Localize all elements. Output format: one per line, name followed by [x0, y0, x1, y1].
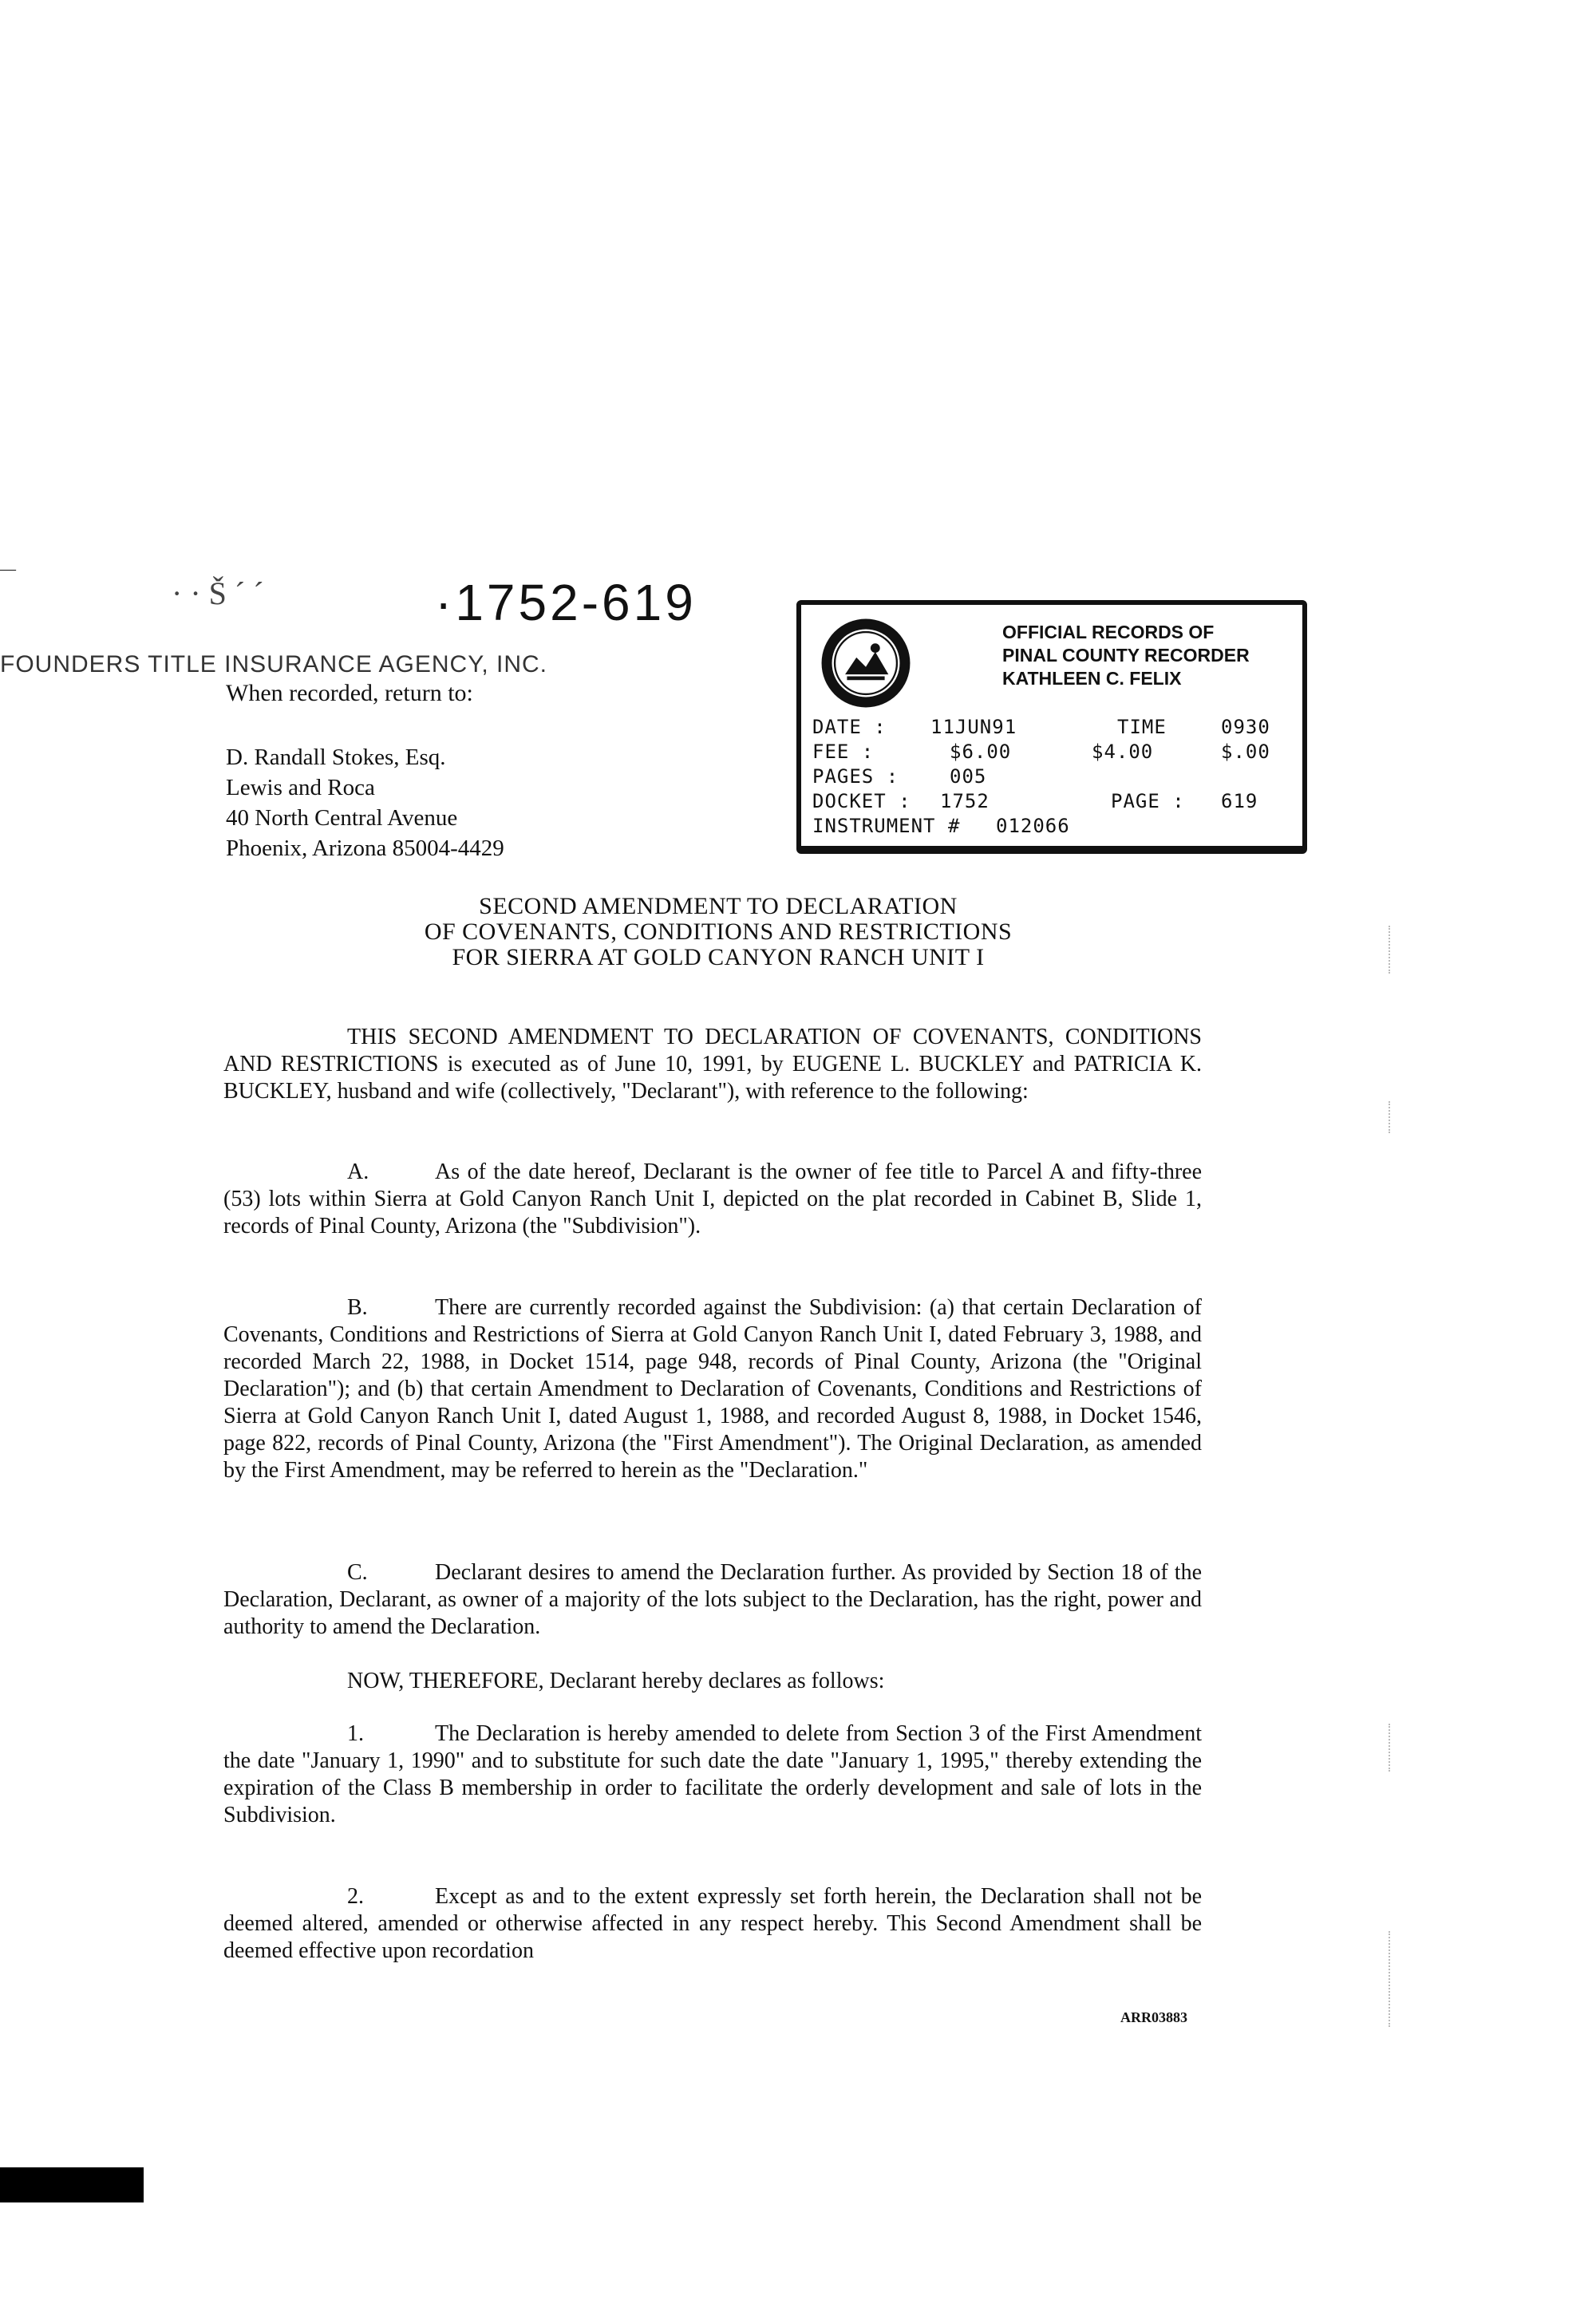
scan-edge-bar [0, 2167, 144, 2202]
recital-label: B. [347, 1295, 368, 1320]
docket-label: DOCKET : [812, 790, 911, 812]
recital-text: As of the date hereof, Declarant is the owner of fee title to Parcel A and fifty-three (53) lots within Sierra at Gold Canyon Ranch Unit I, depicted on the plat recorded in Cabinet B, Slide 1, records of Pinal County, Arizona (the "Subdivision"). [223, 1159, 1202, 1238]
stamp-fields [812, 715, 1299, 839]
scan-artifact [1389, 1101, 1393, 1133]
instrument-value: 012066 [996, 815, 1070, 837]
time-value: 0930 [1221, 716, 1270, 738]
instrument-label: INSTRUMENT # [812, 815, 961, 837]
docket-page-number: ·1752-619 [435, 574, 697, 631]
fee-label: FEE : [812, 741, 875, 763]
clause-text: The Declaration is hereby amended to delete from Section 3 of the First Amendment the date "January 1, 1990" and to substitute for such date the date "January 1, 1995," thereby extending the expiration of the Class B membership in order to facilitate the orderly development and sale of lots in the Subdivision. [223, 1721, 1202, 1827]
margin-mark: — [0, 560, 16, 578]
recital-label: A. [347, 1159, 369, 1184]
stamp-row-docket [812, 789, 1299, 814]
scan-artifact [1389, 926, 1393, 974]
page-label: PAGE : [1111, 790, 1185, 812]
recital-text: Declarant desires to amend the Declaration further. As provided by Section 18 of the Declaration, Declarant, as owner of a majority of the lots subject to the Declaration, has the right, power and authority to amend the Declaration. [223, 1560, 1202, 1639]
recital-label: C. [347, 1560, 368, 1585]
pages-value: 005 [950, 765, 987, 788]
recital-c [223, 1559, 1202, 1641]
clause-text: Except as and to the extent expressly set forth herein, the Declaration shall not be deemed altered, amended or otherwise affected in any respect hereby. This Second Amendment shall be deemed effective upon recordation [223, 1884, 1202, 1963]
title-line: SECOND AMENDMENT TO DECLARATION [479, 893, 958, 919]
fee-value: $6.00 [950, 741, 1012, 763]
county-seal-icon [819, 616, 913, 710]
fee-value: $.00 [1221, 741, 1270, 763]
stamp-heading [1002, 621, 1250, 690]
stamp-row-instrument [812, 814, 1299, 839]
address-line: 40 North Central Avenue [226, 805, 458, 831]
address-line: Phoenix, Arizona 85004-4429 [226, 836, 504, 861]
fee-value: $4.00 [1092, 741, 1154, 763]
stamp-row-fee [812, 740, 1299, 764]
stamp-heading-line: KATHLEEN C. FELIX [1002, 668, 1182, 689]
stamp-bottom-rule [801, 846, 1302, 854]
recital-a [223, 1159, 1202, 1240]
stamp-row-date [812, 715, 1299, 740]
time-label: TIME [1117, 716, 1167, 738]
scan-artifact [1389, 1724, 1393, 1772]
return-to-label: When recorded, return to: [226, 680, 473, 706]
stamp-row-pages [812, 764, 1299, 789]
pages-label: PAGES : [812, 765, 899, 788]
clause-label: 1. [347, 1721, 364, 1746]
title-line: OF COVENANTS, CONDITIONS AND RESTRICTIONS [424, 918, 1013, 945]
recital-b [223, 1294, 1202, 1484]
date-value: 11JUN91 [930, 716, 1017, 738]
intro-paragraph: THIS SECOND AMENDMENT TO DECLARATION OF COVENANTS, CONDITIONS AND RESTRICTIONS is executed as of June 10, 1991, by EUGENE L. BUCKLEY and PATRICIA K. BUCKLEY, husband and wife (collectively, "Declarant"), with reference to the following: [223, 1025, 1202, 1104]
page-value: 619 [1221, 790, 1258, 812]
date-label: DATE : [812, 716, 887, 738]
scan-artifact [1389, 1931, 1393, 2027]
stamp-heading-line: OFFICIAL RECORDS OF [1002, 622, 1215, 642]
stamp-heading-line: PINAL COUNTY RECORDER [1002, 645, 1250, 666]
clause-1 [223, 1720, 1202, 1829]
clause-label: 2. [347, 1884, 364, 1909]
return-address [226, 742, 504, 863]
recorder-stamp [796, 600, 1307, 854]
document-title [239, 894, 1197, 970]
now-therefore: NOW, THEREFORE, Declarant hereby declares as follows: [347, 1669, 885, 1693]
address-line: D. Randall Stokes, Esq. [226, 745, 446, 770]
title-agency-stamp: FOUNDERS TITLE INSURANCE AGENCY, INC. [0, 651, 548, 677]
page-reference: ARR03883 [1120, 2009, 1187, 2025]
handwritten-marks: · · Š ´ ´ [172, 575, 264, 611]
docket-value: 1752 [940, 790, 990, 812]
title-line: FOR SIERRA AT GOLD CANYON RANCH UNIT I [452, 944, 985, 970]
clause-2 [223, 1883, 1202, 1965]
recital-text: There are currently recorded against the Subdivision: (a) that certain Declaration of Covenants, Conditions and Restrictions of Sierra at Gold Canyon Ranch Unit I, dated February 3, 1988, and recorded March 22, 1988, in Docket 1514, page 948, records of Pinal County, Arizona (the "Original Declaration"); and (b) that certain Amendment to Declaration of Covenants, Conditions and Restrictions of Sierra at Gold Canyon Ranch Unit I, dated August 1, 1988, and recorded August 8, 1988, in Docket 1546, page 822, records of Pinal County, Arizona (the "First Amendment"). The Original Declaration, as amended by the First Amendment, may be referred to herein as the "Declaration." [223, 1295, 1202, 1483]
address-line: Lewis and Roca [226, 775, 375, 800]
